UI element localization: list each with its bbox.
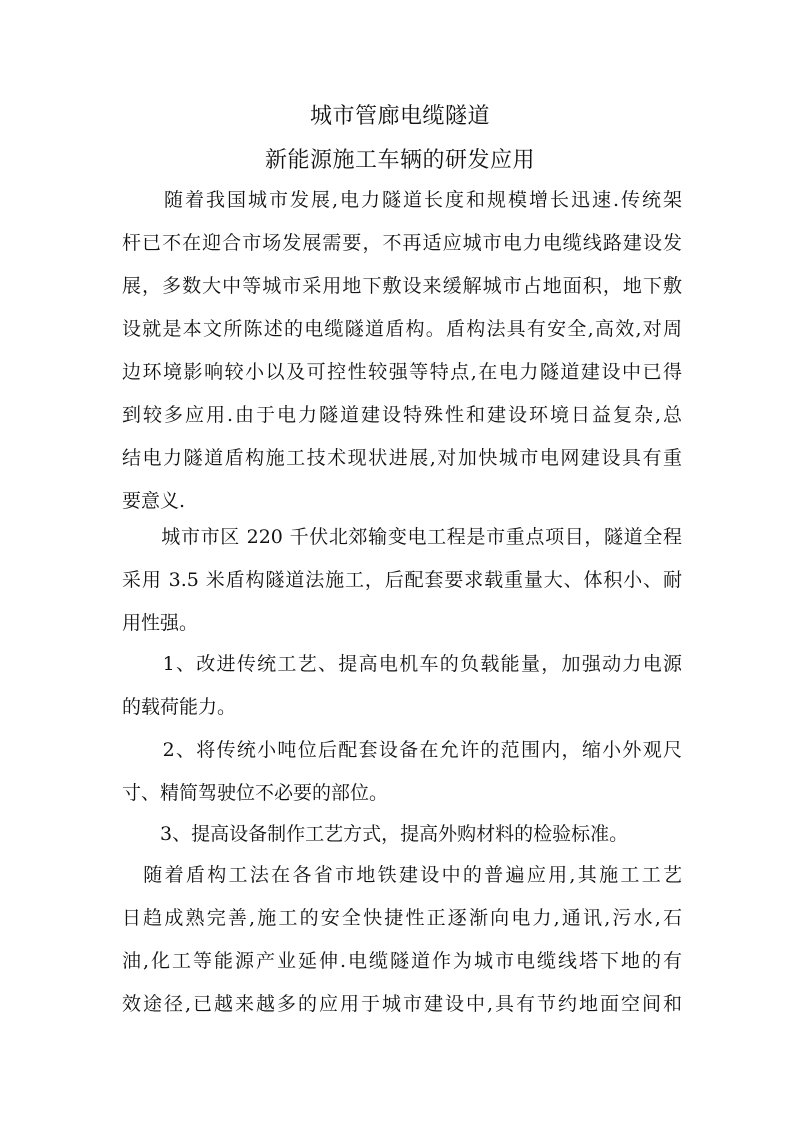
paragraph-1-line-8: 要意义. [122, 490, 186, 512]
paragraph-2-line-2: 采用 3.5 米盾构隧道法施工，后配套要求载重量大、体积小、耐 [122, 569, 682, 591]
paragraph-5-line-1: 3、提高设备制作工艺方式，提高外购材料的检验标准。 [122, 823, 629, 845]
paragraph-4-line-1: 2、将传统小吨位后配套设备在允许的范围内，缩小外观尺 [122, 739, 682, 761]
paragraph-6-line-4: 效途径,已越来越多的应用于城市建设中,具有节约地面空间和 [122, 993, 682, 1015]
paragraph-6-line-1: 随着盾构工法在各省市地铁建设中的普遍应用,其施工工艺 [122, 864, 682, 886]
paragraph-4-line-2: 寸、精简驾驶位不必要的部位。 [122, 782, 389, 804]
document-title-line-1: 城市管廊电缆隧道 [309, 104, 490, 129]
paragraph-3-line-1: 1、改进传统工艺、提高电机车的负载能量，加强动力电源 [122, 653, 682, 675]
paragraph-1-line-2: 杆已不在迎合市场发展需要，不再适应城市电力电缆线路建设发 [122, 232, 682, 254]
paragraph-1-line-7: 结电力隧道盾构施工技术现状进展,对加快城市电网建设具有重 [122, 447, 682, 469]
document-title-line-2: 新能源施工车辆的研发应用 [264, 148, 535, 173]
paragraph-2-line-1: 城市市区 220 千伏北郊输变电工程是市重点项目，隧道全程 [122, 526, 682, 548]
paragraph-1-line-5: 边环境影响较小以及可控性较强等特点,在电力隧道建设中已得 [122, 361, 682, 383]
paragraph-1-line-6: 到较多应用.由于电力隧道建设特殊性和建设环境日益复杂,总 [122, 404, 682, 426]
paragraph-1-line-3: 展，多数大中等城市采用地下敷设来缓解城市占地面积，地下敷 [122, 275, 682, 297]
paragraph-1-line-1: 随着我国城市发展,电力隧道长度和规模增长迅速.传统架 [122, 189, 682, 211]
paragraph-6-line-2: 日趋成熟完善,施工的安全快捷性正逐渐向电力,通讯,污水,石 [122, 907, 682, 929]
paragraph-1-line-4: 设就是本文所陈述的电缆隧道盾构。盾构法具有安全,高效,对周 [122, 318, 682, 340]
paragraph-6-line-3: 油,化工等能源产业延伸.电缆隧道作为城市电缆线塔下地的有 [122, 950, 682, 972]
paragraph-3-line-2: 的载荷能力。 [122, 696, 237, 718]
paragraph-2-line-3: 用性强。 [122, 612, 199, 634]
